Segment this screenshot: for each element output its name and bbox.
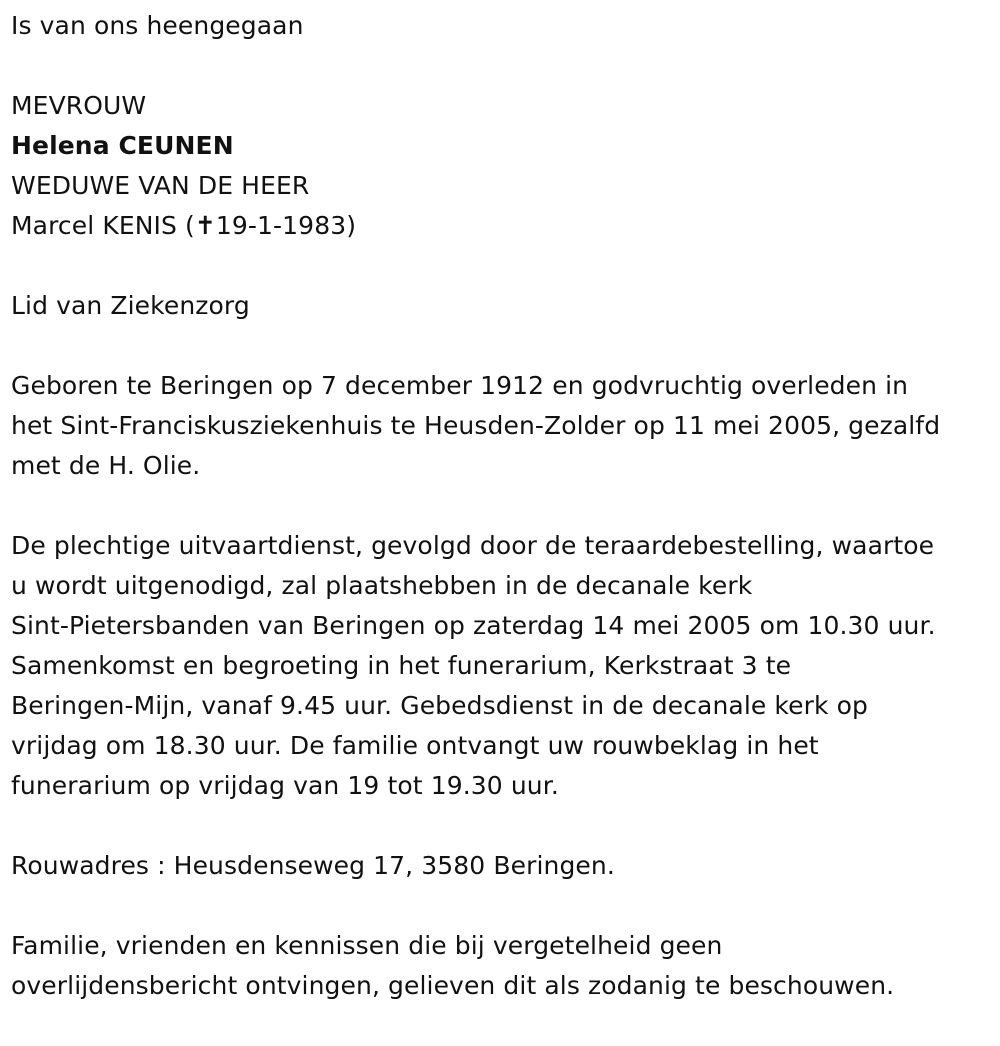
paragraph-line: De plechtige uitvaartdienst, gevolgd door de teraardebestelling, waartoe [11,531,935,560]
service-paragraph [11,526,996,806]
paragraph-line: funerarium op vrijdag van 19 tot 19.30 uur. [11,771,559,800]
spacer [11,326,996,366]
birth-death-paragraph [11,366,996,486]
paragraph-line: Geboren te Beringen op 7 december 1912 en godvruchtig overleden in [11,371,909,400]
paragraph-line: Samenkomst en begroeting in het funerarium, Kerkstraat 3 te [11,651,792,680]
membership-text: Lid van Ziekenzorg [11,291,250,320]
title-text: MEVROUW [11,91,147,120]
spacer [11,486,996,526]
paragraph-line: Familie, vrienden en kennissen die bij vergetelheid geen [11,931,723,960]
spacer [11,46,996,86]
spacer [11,246,996,286]
widow-text: WEDUWE VAN DE HEER [11,171,310,200]
deceased-name: Helena CEUNEN [11,131,234,160]
paragraph-line: overlijdensbericht ontvingen, gelieven dit als zodanig te beschouwen. [11,971,895,1000]
paragraph-line: Sint-Pietersbanden van Beringen op zaterdag 14 mei 2005 om 10.30 uur. [11,611,936,640]
spouse-text: Marcel KENIS (✝19-1-1983) [11,211,357,240]
paragraph-line: met de H. Olie. [11,451,201,480]
paragraph-line: het Sint-Franciskusziekenhuis te Heusden-Zolder op 11 mei 2005, gezalfd [11,411,941,440]
paragraph-line: Beringen-Mijn, vanaf 9.45 uur. Gebedsdienst in de decanale kerk op [11,691,868,720]
obituary-notice [11,6,996,1006]
closing-paragraph [11,926,996,1006]
announcement-text: Is van ons heengegaan [11,11,304,40]
paragraph-line: vrijdag om 18.30 uur. De familie ontvangt uw rouwbeklag in het [11,731,819,760]
paragraph-line: u wordt uitgenodigd, zal plaatshebben in de decanale kerk [11,571,753,600]
spacer [11,886,996,926]
spacer [11,806,996,846]
mourning-address-text: Rouwadres : Heusdenseweg 17, 3580 Beringen. [11,851,615,880]
